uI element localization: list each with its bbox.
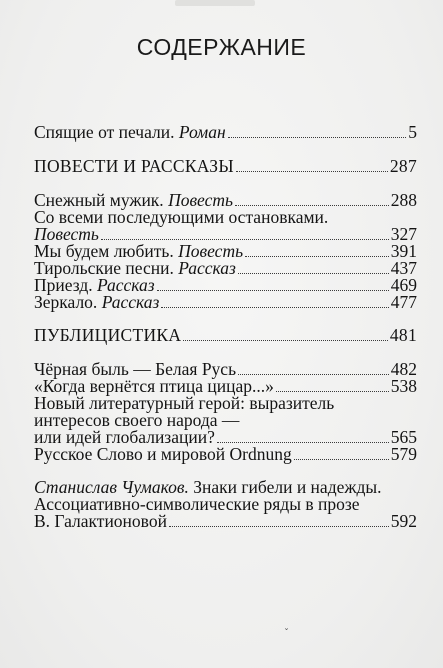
dot-leader	[101, 225, 389, 240]
toc-section-title: ПОВЕСТИ И РАССКАЗЫ	[34, 156, 234, 176]
toc-page-number: 288	[390, 190, 417, 210]
toc-entry-genre: Роман	[178, 122, 226, 142]
toc-page-number: 5	[408, 122, 417, 142]
toc-entry-title: Русское Слово и мировой Ordnung	[34, 444, 292, 464]
toc-entry-title: Чёрная быль — Белая Русь	[34, 359, 237, 379]
toc-page-number: 482	[390, 359, 417, 379]
dot-leader	[217, 428, 389, 443]
toc-entry-title: «Когда вернётся птица цицар...»	[34, 376, 274, 396]
dot-leader	[236, 157, 388, 172]
toc-page-number: 437	[390, 258, 417, 278]
toc-page-number: 287	[389, 156, 417, 176]
dot-leader	[157, 276, 389, 291]
toc-entry[interactable]	[34, 511, 417, 531]
toc-entry-genre: Рассказ	[178, 258, 236, 278]
toc-section-heading[interactable]	[34, 156, 417, 176]
toc-page-number: 391	[390, 241, 417, 261]
toc-entry-genre: Повесть	[168, 190, 233, 210]
dot-leader	[235, 191, 389, 206]
dot-leader	[228, 123, 407, 138]
dot-leader	[276, 377, 389, 392]
toc-entry-title: Знаки гибели и надежды.	[188, 477, 382, 497]
toc-entry-title: Снежный мужик.	[34, 190, 169, 210]
toc-entry-title: Мы будем любить.	[34, 241, 179, 261]
page-title: СОДЕРЖАНИЕ	[136, 34, 307, 60]
toc-page-number: 469	[390, 275, 417, 295]
dot-leader	[294, 445, 389, 460]
toc-entry-title: Спящие от печали.	[34, 122, 179, 142]
toc-page-number: 592	[390, 511, 417, 531]
dot-leader	[183, 326, 388, 341]
toc-page-number: 481	[389, 325, 417, 345]
dot-leader	[161, 293, 388, 308]
toc-page-number: 579	[390, 444, 417, 464]
toc-entry-genre: Рассказ	[101, 292, 160, 312]
toc-entry-title: Зеркало.	[34, 292, 102, 312]
toc-entry-title-continued: или идей глобализации?	[34, 427, 215, 447]
dot-leader	[238, 259, 389, 274]
dot-leader	[238, 360, 389, 375]
toc-author: Станислав Чумаков.	[34, 477, 189, 497]
toc-entry[interactable]	[34, 444, 417, 464]
toc-entry-genre: Рассказ	[97, 275, 155, 295]
toc-entry-genre: Повесть	[34, 224, 99, 244]
toc-entry[interactable]	[34, 122, 417, 142]
toc-entry-title-continued[interactable]: интересов своего народа —	[34, 410, 240, 430]
toc-entry-title-continued[interactable]: Ассоциативно-символические ряды в прозе	[34, 494, 360, 514]
toc-page-number: 565	[390, 427, 417, 447]
toc-entry-genre: Повесть	[178, 241, 244, 261]
print-mark: ˇ	[284, 628, 289, 639]
dot-leader	[169, 512, 389, 527]
toc-entry[interactable]	[34, 292, 417, 312]
toc-entry-title: Тирольские песни.	[34, 258, 179, 278]
page-smudge	[175, 0, 255, 6]
toc-entry-title-continued: В. Галактионовой	[34, 511, 167, 531]
toc-entry-title[interactable]: Новый литературный герой: выразитель	[34, 393, 335, 413]
toc-section-heading[interactable]	[34, 325, 417, 345]
toc-page-number: 538	[390, 376, 417, 396]
toc-entry-title: Приезд.	[34, 275, 97, 295]
toc-page-number: 327	[390, 224, 417, 244]
toc-page-number: 477	[390, 292, 417, 312]
dot-leader	[245, 242, 389, 257]
toc-section-title: ПУБЛИЦИСТИКА	[34, 325, 182, 345]
toc-entry-title[interactable]: Со всеми последующими остановками.	[34, 207, 329, 227]
